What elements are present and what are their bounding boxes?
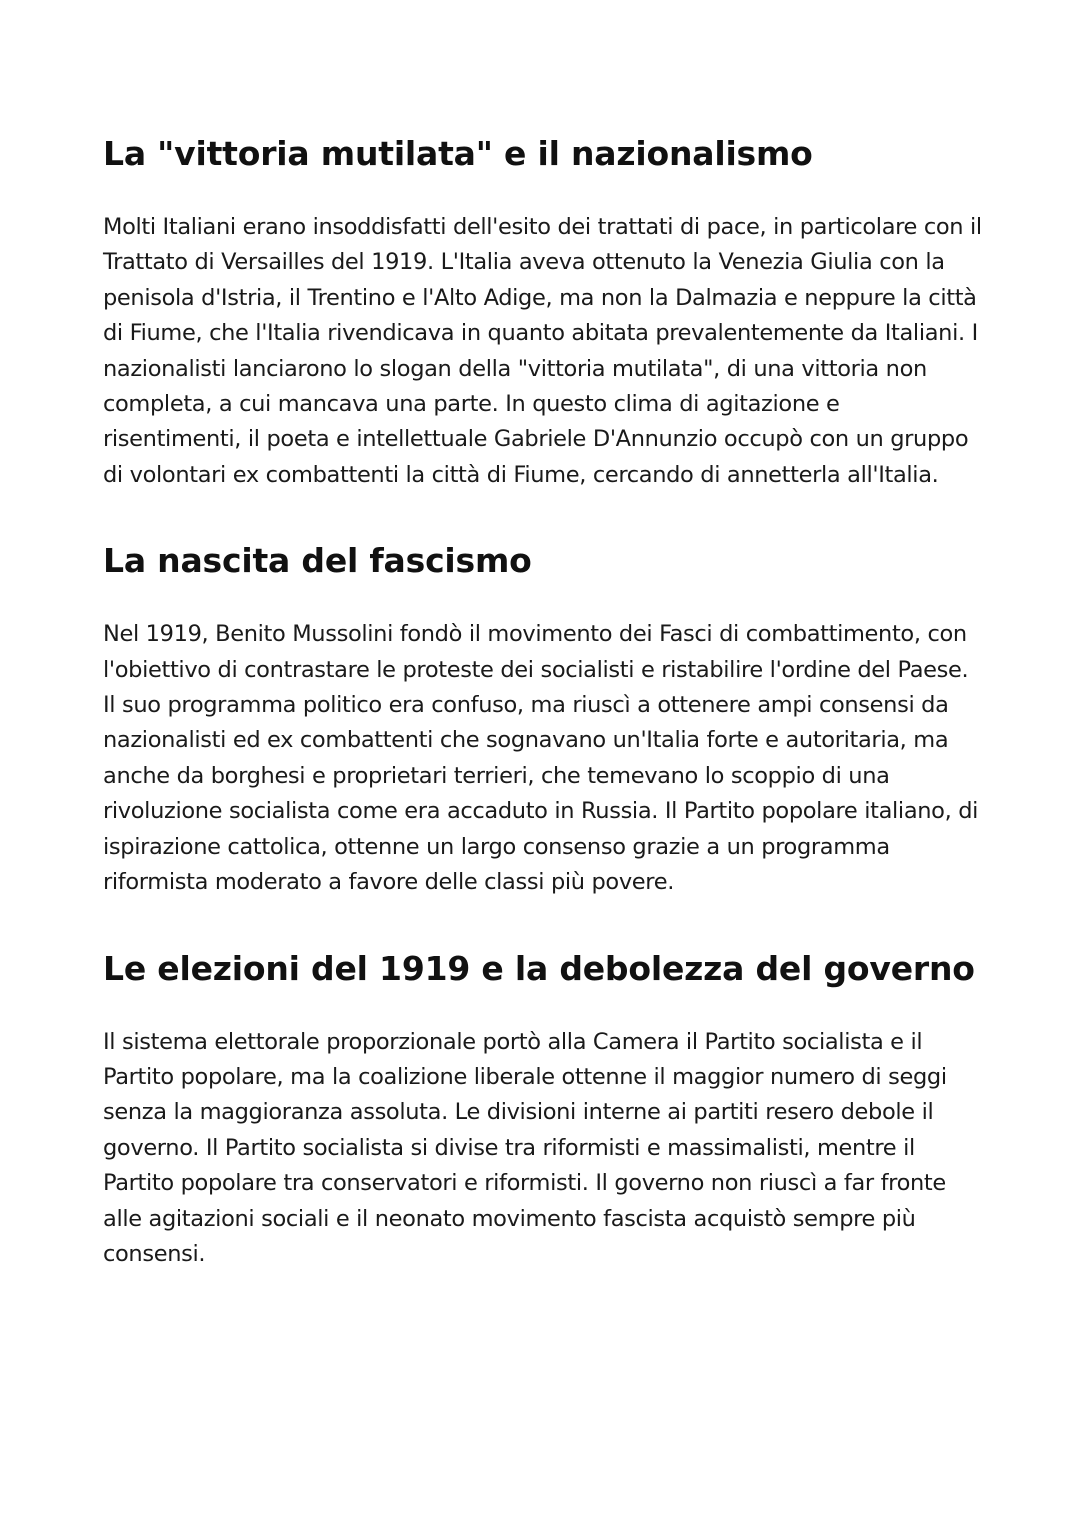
section-paragraph: Molti Italiani erano insoddisfatti dell'esito dei trattati di pace, in particolare con il Trattato di Versailles del 1919. L'Italia aveva ottenuto la Venezia Giulia con la penisola d'Istria, il Trentino e l'Alto Adige, ma non la Dalmazia e neppure la città di Fiume, che l'Italia rivendicava in quanto abitata prevalentemente da Italiani. I nazionalisti lanciarono lo slogan della "vittoria mutilata", di una vittoria non completa, a cui mancava una parte. In questo clima di agitazione e risentimenti, il poeta e intellettuale Gabriele D'Annunzio occupò con un gruppo di volontari ex combattenti la città di Fiume, cercando di annetterla all'Italia.: [103, 214, 982, 488]
document-page: [103, 132, 983, 1272]
section-title: La "vittoria mutilata" e il nazionalismo: [103, 134, 813, 173]
section-nascita-fascismo: [103, 539, 983, 900]
section-elezioni-1919: [103, 947, 983, 1273]
section-title: La nascita del fascismo: [103, 541, 532, 581]
section-title: Le elezioni del 1919 e la debolezza del governo: [103, 948, 975, 988]
section-paragraph: Nel 1919, Benito Mussolini fondò il movimento dei Fasci di combattimento, con l'obiettivo di contrastare le proteste dei socialisti e ristabilire l'ordine del Paese. Il suo programma politico era confuso, ma riuscì a ottenere ampi consensi da nazionalisti ed ex combattenti che sognavano un'Italia forte e autoritaria, ma anche da borghesi e proprietari terrieri, che temevano lo scoppio di una rivoluzione socialista come era accaduto in Russia. Il Partito popolare italiano, di ispirazione cattolica, ottenne un largo consenso grazie a un programma riformista moderato a favore delle classi più povere.: [103, 621, 979, 896]
section-paragraph: Il sistema elettorale proporzionale portò alla Camera il Partito socialista e il Partito popolare, ma la coalizione liberale ottenne il maggior numero di seggi senza la maggioranza assoluta. Le divisioni interne ai partiti resero debole il governo. Il Partito socialista si divise tra riformisti e massimalisti, mentre il Partito popolare tra conservatori e riformisti. Il governo non riuscì a far fronte alle agitazioni sociali e il neonato movimento fascista acquistò sempre più consensi.: [103, 1028, 947, 1267]
section-vittoria-mutilata: [103, 132, 983, 493]
